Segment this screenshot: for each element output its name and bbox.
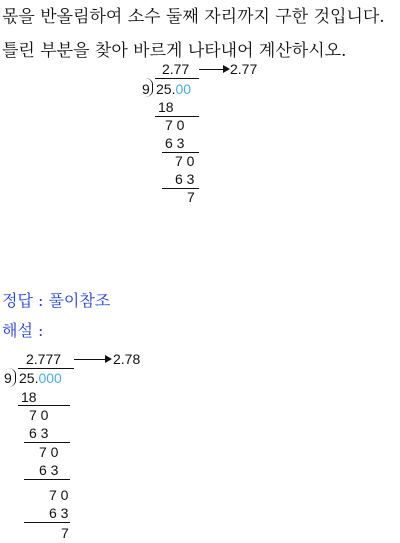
correct-step: 7 0 [29,407,49,423]
wrong-arrow-icon [199,69,228,70]
correct-step: 7 [61,525,69,541]
wrong-rounded-result: 2.77 [230,61,258,77]
correct-rounded-result: 2.78 [113,351,141,367]
explanation-label: 해설 : [2,321,44,340]
correct-divisor: 9 [4,370,12,386]
answer-label: 정답 : 풀이참조 [2,291,111,310]
correct-step-line [24,479,70,480]
correct-dividend: 25.000 [19,370,62,386]
wrong-step: 7 [187,189,195,205]
correct-step-line [24,522,70,523]
problem-line-1: 몫을 반올림하여 소수 둘째 자리까지 구한 것입니다. [2,7,385,27]
wrong-dividend-zeros: 00 [175,81,192,97]
correct-dividend-zeros: 000 [38,370,62,386]
correct-step: 7 0 [39,444,59,460]
correct-step: 7 0 [49,487,69,503]
wrong-division-bar [155,78,199,79]
correct-step: 6 3 [49,505,69,521]
wrong-step: 6 3 [165,135,185,151]
correct-step-line [24,442,70,443]
wrong-dividend: 25.00 [156,81,192,97]
correct-step-line [18,405,70,406]
wrong-division-bracket [145,78,153,97]
wrong-step: 7 0 [165,117,185,133]
correct-division-bar [18,368,74,369]
wrong-step: 6 3 [175,171,195,187]
wrong-quotient: 2.77 [162,61,190,77]
correct-arrow-icon [74,359,110,360]
correct-division-bracket [8,368,16,387]
wrong-step: 18 [158,99,174,115]
correct-step: 18 [21,389,37,405]
correct-step: 6 3 [39,462,59,478]
correct-step: 6 3 [29,425,49,441]
wrong-divisor: 9 [142,81,150,97]
problem-line-2: 틀린 부분을 찾아 바르게 나타내어 계산하시오. [2,41,347,61]
wrong-step: 7 0 [175,153,195,169]
correct-quotient: 2.777 [26,351,62,367]
